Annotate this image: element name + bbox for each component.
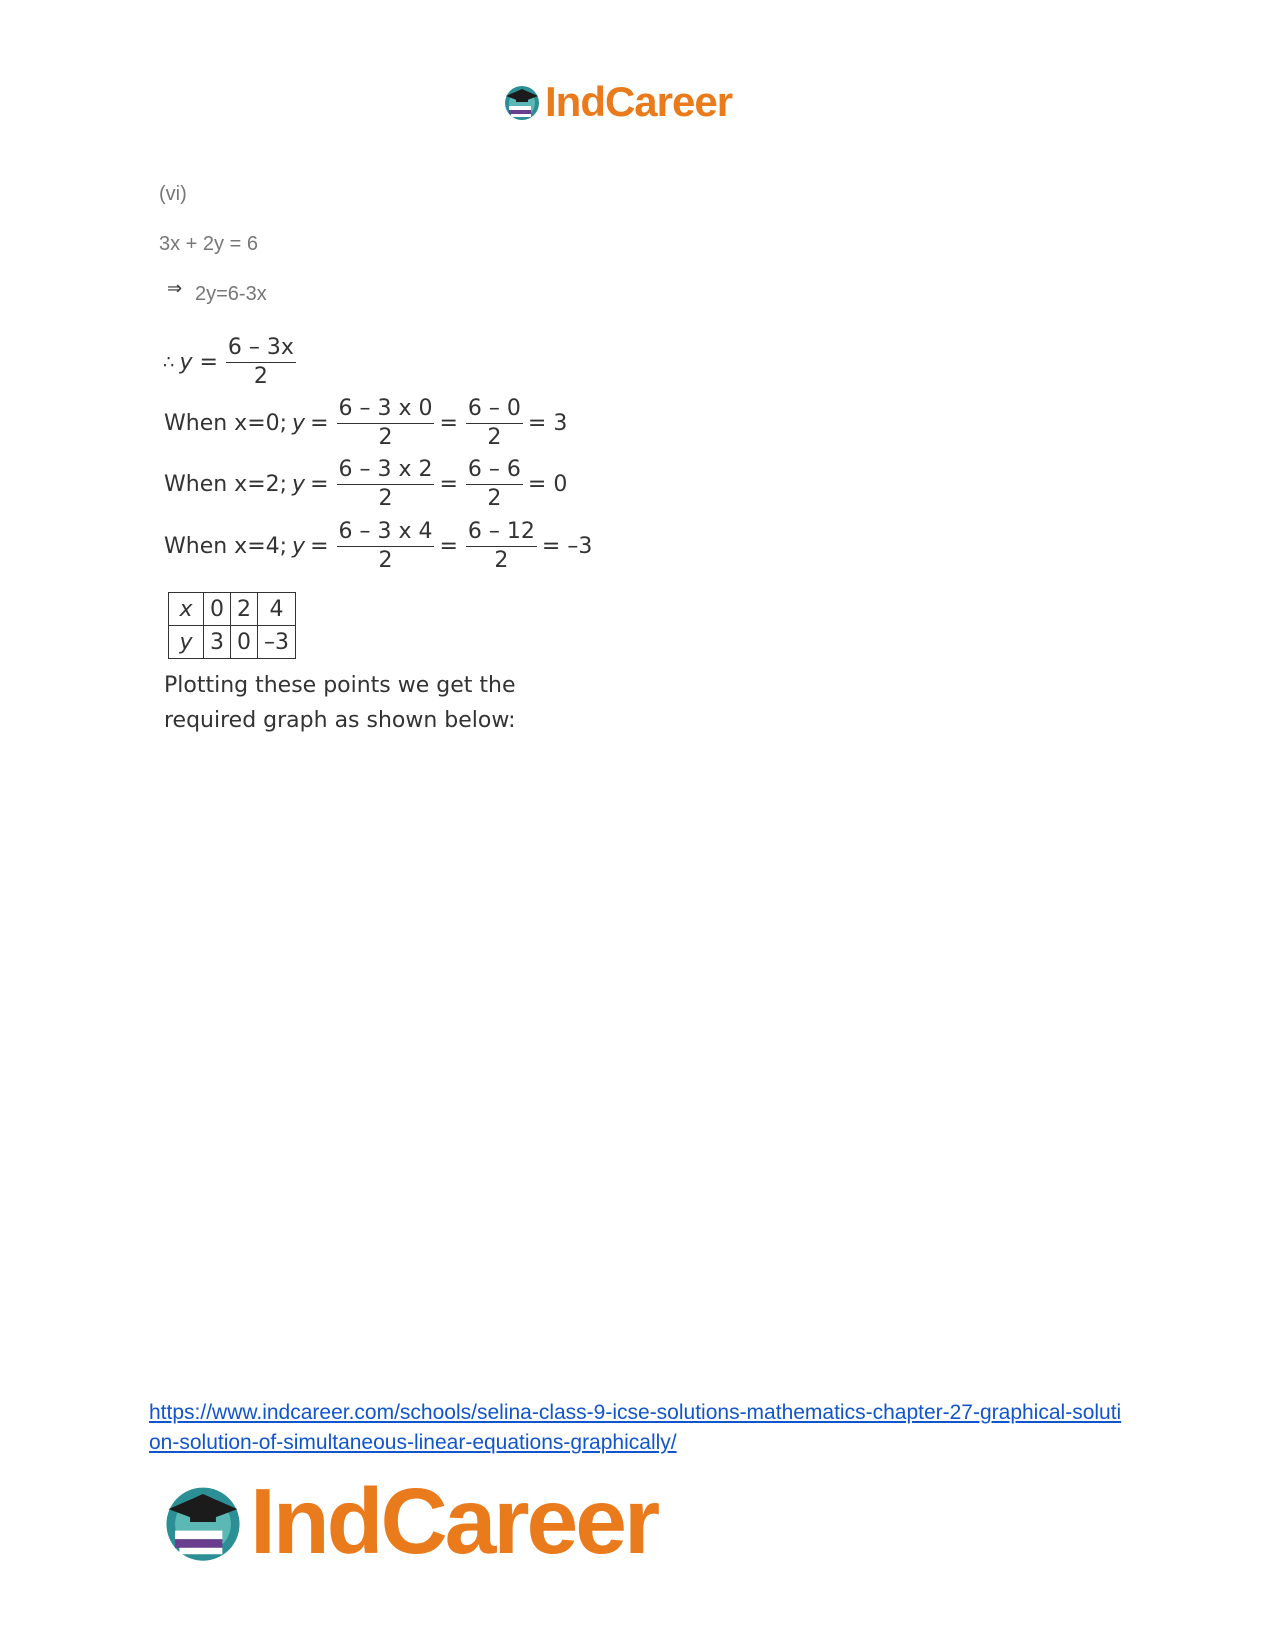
calc-row: When x=0; y = $\frac{6 - 3 x 0}{2}$ = $\frac{6 - 0}{2}$ = 3 bbox=[164, 396, 568, 450]
values-table bbox=[168, 592, 296, 659]
table-row bbox=[169, 593, 296, 626]
rearranged-step: 2y=6-3x bbox=[195, 283, 267, 305]
table-cell: 2 bbox=[231, 593, 258, 626]
therefore-fraction: $\frac{6 - 3x}{2}$ bbox=[227, 335, 294, 389]
therefore-expression bbox=[163, 334, 301, 391]
table-cell: 0 bbox=[204, 593, 231, 626]
calc-row: When x=4; y = $\frac{6 - 3 x 4}{2}$ = $\frac{6 - 12}{2}$ = –3 bbox=[164, 519, 593, 573]
table-cell: y bbox=[169, 626, 204, 659]
source-link[interactable]: https://www.indcareer.com/schools/selina-class-9-icse-solutions-mathematics-chapter-27-graphical-solution-solution-of-simultaneous-linear-equations-graphically/ bbox=[149, 1401, 1122, 1454]
table-row bbox=[169, 626, 296, 659]
logo-wordmark: IndCareer bbox=[250, 1469, 658, 1573]
graduation-cap-icon bbox=[160, 1479, 246, 1565]
table-cell: 0 bbox=[231, 626, 258, 659]
logo-wordmark: IndCareer bbox=[545, 78, 733, 125]
table-cell: –3 bbox=[258, 626, 296, 659]
part-label: (vi) bbox=[159, 183, 187, 205]
table-cell: x bbox=[169, 593, 204, 626]
header-logo bbox=[502, 78, 732, 126]
equation: 3x + 2y = 6 bbox=[159, 233, 258, 255]
footer-logo bbox=[160, 1468, 657, 1575]
calc-row: When x=2; y = $\frac{6 - 3 x 2}{2}$ = $\frac{6 - 6}{2}$ = 0 bbox=[164, 457, 568, 511]
table-cell: 3 bbox=[204, 626, 231, 659]
table-cell: 4 bbox=[258, 593, 296, 626]
therefore-symbol: ∴ bbox=[163, 352, 175, 373]
implies-arrow-icon: ⇒ bbox=[167, 278, 183, 299]
therefore-lhs: y = bbox=[179, 350, 218, 375]
graduation-cap-icon bbox=[502, 82, 542, 122]
plot-note: Plotting these points we get the required graph as shown below: bbox=[164, 673, 516, 733]
